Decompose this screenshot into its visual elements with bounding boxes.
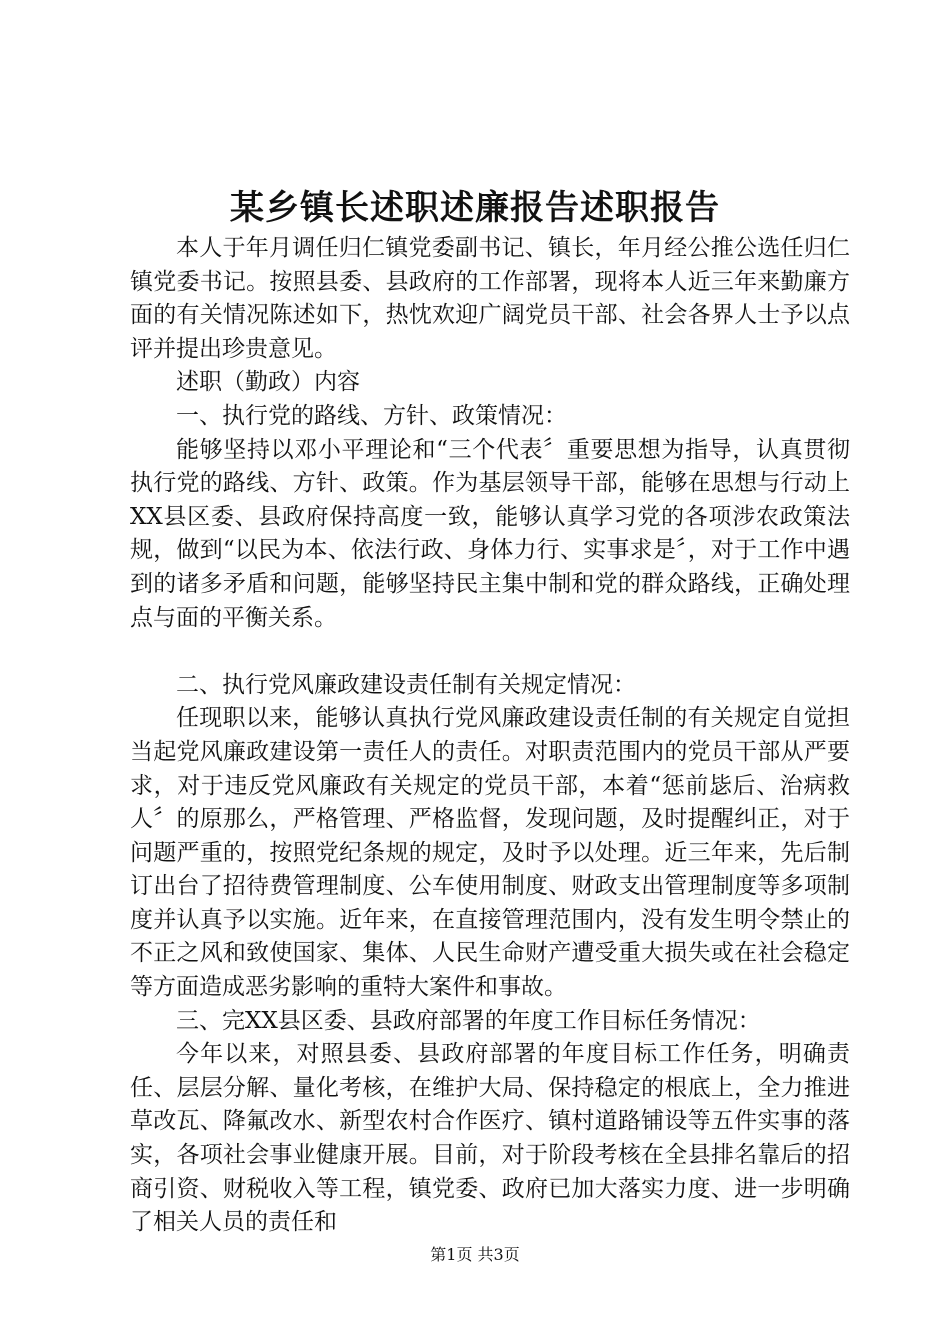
section-heading-1: 一、执行党的路线、方针、政策情况：	[176, 402, 567, 429]
paragraph-section-1: 能够坚持以邓小平理论和“三个代表〞重要思想为指导，认真贯彻执行党的路线、方针、政策。作为基层领导干部，能够在思想与行动上XX县区委、县政府保持高度一致，能够认真学习党的各项涉农政策法规，做到“以民为本、依法行政、身体力行、实事求是〞，对于工作中遇到的诸多矛盾和问题，能够坚持民主集中制和党的群众路线，正确处理点与面的平衡关系。	[130, 436, 850, 631]
page-number: 第1页 共3页	[430, 1245, 520, 1264]
section-heading-2: 二、执行党风廉政建设责任制有关规定情况：	[176, 671, 636, 698]
section-heading-3: 三、完XX县区委、县政府部署的年度工作目标任务情况：	[176, 1007, 761, 1034]
paragraph-section-3: 今年以来，对照县委、县政府部署的年度目标工作任务，明确责任、层层分解、量化考核，在维护大局、保持稳定的根底上，全力推进草改瓦、降氟改水、新型农村合作医疗、镇村道路铺设等五件实事的落实，各项社会事业健康开展。目前，对于阶段考核在全县排名靠后的招商引资、财税收入等工程，镇党委、政府已加大落实力度、进一步明确了相关人员的责任和	[130, 1041, 850, 1236]
paragraph-intro: 本人于年月调任归仁镇党委副书记、镇长，年月经公推公选任归仁镇党委书记。按照县委、县政府的工作部署，现将本人近三年来勤廉方面的有关情况陈述如下，热忱欢迎广阔党员干部、社会各界人士予以点评并提出珍贵意见。	[130, 235, 850, 362]
section-heading-duties: 述职（勤政）内容	[176, 369, 360, 396]
document-body	[130, 232, 850, 1240]
document-title: 某乡镇长述职述廉报告述职报告	[230, 188, 720, 228]
paragraph-section-2: 任现职以来，能够认真执行党风廉政建设责任制的有关规定自觉担当起党风廉政建设第一责任人的责任。对职责范围内的党员干部从严要求，对于违反党风廉政有关规定的党员干部，本着“惩前毖后、治病救人〞的原那么，严格管理、严格监督，发现问题，及时提醒纠正，对于问题严重的，按照党纪条规的规定，及时予以处理。近三年来，先后制订出台了招待费管理制度、公车使用制度、财政支出管理制度等多项制度并认真予以实施。近年来，在直接管理范围内，没有发生明令禁止的不正之风和致使国家、集体、人民生命财产遭受重大损失或在社会稳定等方面造成恶劣影响的重特大案件和事故。	[130, 705, 850, 1001]
